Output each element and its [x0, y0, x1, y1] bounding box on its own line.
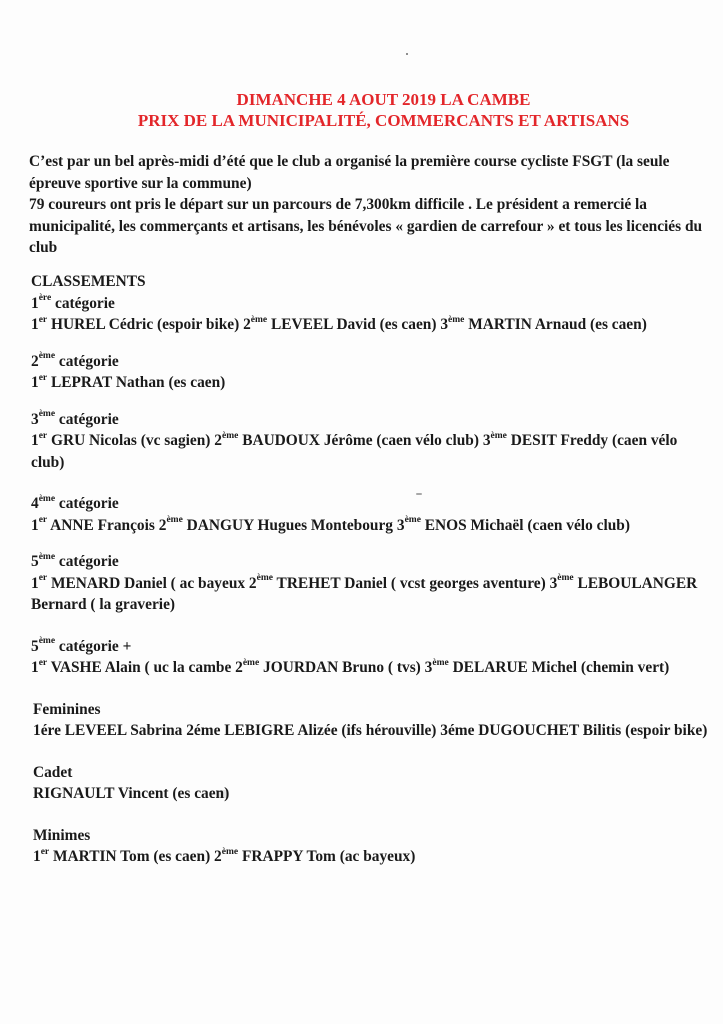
- rank: 2: [243, 316, 251, 333]
- rank: 2: [214, 432, 222, 449]
- rank-ordinal: er: [38, 314, 48, 325]
- rank: 1: [31, 432, 39, 449]
- category-word: catégorie: [51, 294, 115, 312]
- rank-ordinal: er: [38, 372, 48, 383]
- category-ordinal: ème: [38, 409, 56, 420]
- rider: DELARUE Michel (chemin vert): [448, 659, 670, 676]
- rider: VASHE Alain ( uc la cambe: [47, 659, 236, 676]
- event-title: DIMANCHE 4 AOUT 2019 LA CAMBE: [236, 90, 531, 109]
- rider: MARTIN Tom (es caen): [49, 848, 215, 865]
- rank: 3: [549, 574, 558, 592]
- rider: BAUDOUX Jérôme (caen vélo club): [238, 432, 483, 449]
- category-ordinal: ère: [38, 293, 52, 304]
- rank-ordinal: ème: [557, 573, 574, 584]
- category-number: 5: [31, 637, 39, 655]
- rank-ordinal: er: [40, 846, 50, 857]
- category-number: 4: [31, 495, 39, 512]
- classements-heading: CLASSEMENTS: [31, 273, 146, 290]
- rank: 3: [396, 516, 405, 534]
- minimes-label: Minimes: [33, 826, 91, 844]
- category-number: 2: [31, 352, 39, 370]
- rank: 1: [31, 374, 39, 391]
- rank: 3: [482, 432, 491, 449]
- event-subtitle: PRIX DE LA MUNICIPALITÉ, COMMERCANTS ET ARTISANS: [137, 111, 630, 130]
- rank-ordinal: er: [38, 515, 48, 526]
- category-number: 5: [31, 553, 39, 570]
- category-5-label: [31, 551, 711, 573]
- rider: MENARD Daniel ( ac bayeux: [47, 574, 249, 592]
- rank-ordinal: ème: [432, 657, 449, 668]
- category-5-plus-block: [31, 636, 711, 679]
- scan-speck: [406, 53, 408, 55]
- rank-ordinal: ème: [448, 314, 465, 325]
- rank-ordinal: er: [38, 430, 48, 441]
- category-3-label: [31, 409, 711, 431]
- minimes-results: [33, 846, 711, 868]
- intro-paragraph-2: 79 coureurs ont pris le départ sur un parcours de 7,300km difficile . Le président a remercié la municipalité, les commerçants et artisans, les bénévoles « gardien de carrefour » et tous les licenciés du club: [29, 196, 703, 256]
- rider: GRU Nicolas (vc sagien): [47, 432, 215, 449]
- rank-ordinal: ème: [242, 657, 260, 668]
- category-ordinal: ème: [38, 551, 56, 562]
- category-word: catégorie: [55, 352, 119, 370]
- rider: ANNE François: [47, 516, 159, 534]
- rank: 1: [33, 848, 41, 865]
- rank-ordinal: ème: [404, 515, 421, 526]
- rank-ordinal: ème: [166, 515, 183, 526]
- rider: MARTIN Arnaud (es caen): [464, 316, 647, 333]
- category-word: catégorie +: [55, 637, 132, 655]
- category-word: catégorie: [55, 553, 119, 570]
- rank: 2: [235, 659, 243, 676]
- rank: 3: [424, 659, 433, 676]
- category-4-label: [31, 493, 711, 515]
- rank: 1: [31, 516, 39, 534]
- rider: LEBOULANGER Bernard ( la graverie): [31, 574, 698, 613]
- category-4-results: [31, 515, 711, 537]
- feminines-label: Feminines: [33, 700, 101, 718]
- rank: 2: [214, 848, 222, 865]
- category-1-block: [31, 271, 711, 336]
- rank-ordinal: er: [38, 657, 48, 668]
- category-3-block: [31, 409, 711, 474]
- rank: 2: [158, 516, 167, 534]
- category-ordinal: ème: [38, 493, 56, 504]
- category-number: 1: [31, 294, 39, 312]
- intro-paragraph-1: C’est par un bel après-midi d’été que le club a organisé la première course cycliste FSGT (la seule épreuve sportive sur la commune): [29, 153, 670, 192]
- rank-ordinal: ème: [250, 314, 268, 325]
- rider: LEVEEL David (es caen): [267, 316, 441, 333]
- category-1-results: [31, 314, 711, 336]
- rank-ordinal: ème: [256, 573, 273, 584]
- category-number: 3: [31, 410, 39, 428]
- category-5-plus-label: [31, 636, 711, 658]
- category-5-results: [31, 573, 711, 616]
- category-5-plus-results: [31, 657, 711, 679]
- rank-ordinal: ème: [221, 430, 239, 441]
- category-2-results: [31, 372, 711, 394]
- category-2-block: [31, 351, 711, 394]
- rank: 1: [31, 659, 39, 676]
- category-5-block: [31, 551, 711, 616]
- rider: TREHET Daniel ( vcst georges aventure): [272, 574, 550, 592]
- category-word: catégorie: [55, 495, 119, 512]
- rank: 2: [248, 574, 257, 592]
- results-section: [31, 271, 711, 883]
- category-3-results: [31, 430, 711, 473]
- category-4-block: [31, 493, 711, 536]
- rider: JOURDAN Bruno ( tvs): [259, 659, 425, 676]
- rider: ENOS Michaël (caen vélo club): [420, 516, 630, 534]
- feminines-results: 1ére LEVEEL Sabrina 2éme LEBIGRE Alizée (ifs hérouville) 3éme DUGOUCHET Bilitis (espoir bike): [33, 722, 708, 739]
- rider: FRAPPY Tom (ac bayeux): [238, 848, 416, 865]
- cadet-label: Cadet: [33, 763, 73, 781]
- rank-ordinal: er: [38, 573, 48, 584]
- rank: 1: [31, 316, 39, 333]
- rank: 3: [440, 316, 449, 333]
- minimes-block: [31, 825, 711, 868]
- rank-ordinal: ème: [221, 846, 239, 857]
- rider: DESIT Freddy (caen vélo club): [31, 432, 678, 471]
- category-2-label: [31, 351, 711, 373]
- rank-ordinal: ème: [490, 430, 507, 441]
- rank: 1: [31, 574, 39, 592]
- category-word: catégorie: [55, 410, 119, 428]
- rider: LEPRAT Nathan (es caen): [47, 374, 226, 391]
- category-ordinal: ème: [38, 351, 56, 362]
- cadet-block: [31, 762, 711, 805]
- category-ordinal: ème: [38, 636, 56, 647]
- category-1-label: [31, 293, 711, 315]
- intro-text: [29, 151, 709, 259]
- cadet-results: RIGNAULT Vincent (es caen): [33, 785, 230, 802]
- feminines-block: [31, 699, 711, 742]
- rider: HUREL Cédric (espoir bike): [47, 316, 244, 333]
- rider: DANGUY Hugues Montebourg: [182, 516, 397, 534]
